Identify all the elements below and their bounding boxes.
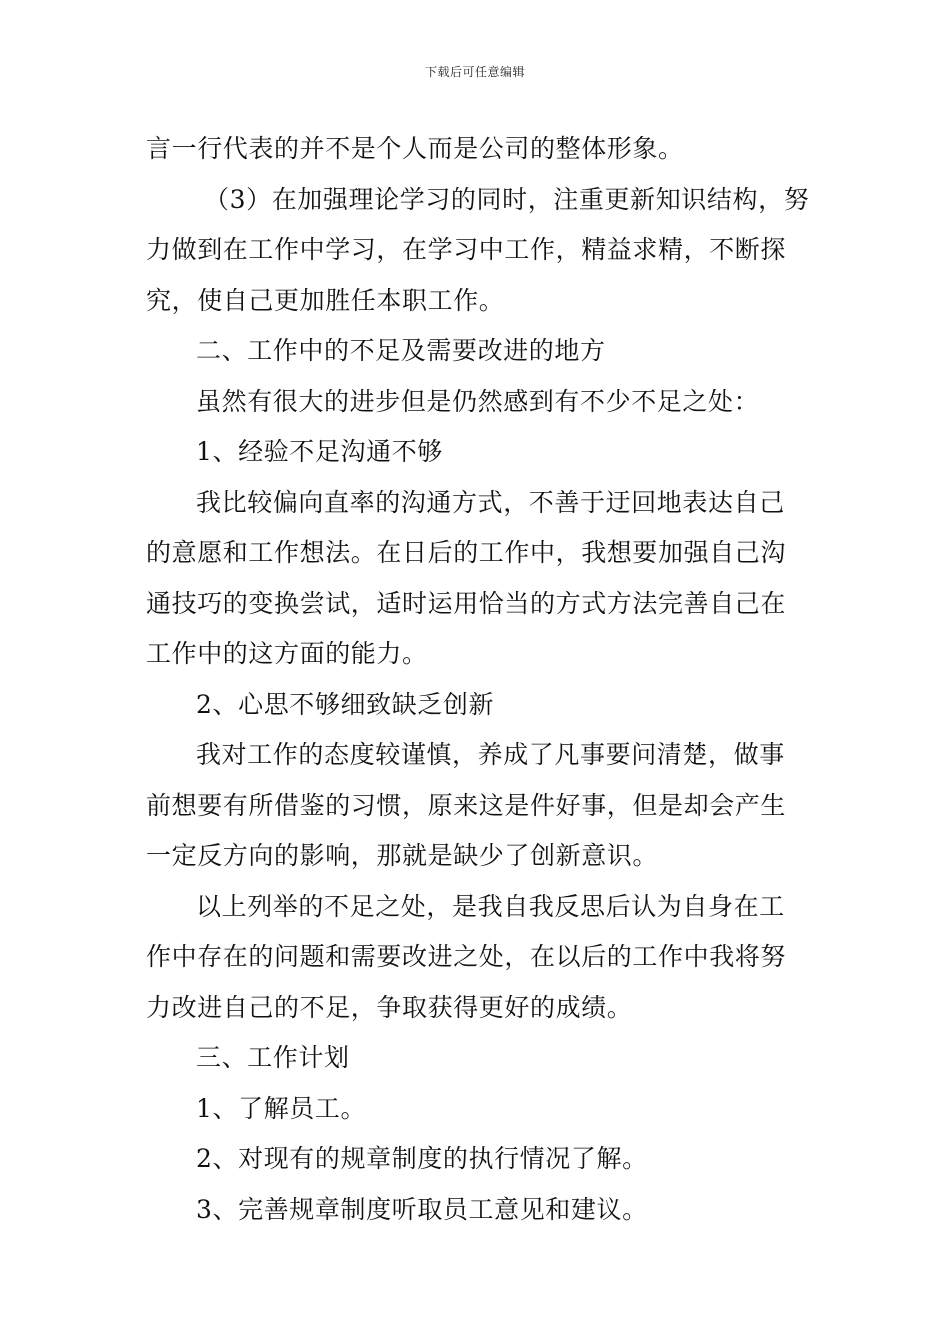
list-item: 1、了解员工。 (196, 1093, 367, 1123)
paragraph-line: 通技巧的变换尝试，适时运用恰当的方式方法完善自己在 (146, 588, 787, 618)
subsection-heading: 1、经验不足沟通不够 (196, 437, 443, 466)
page-header: 下载后可任意编辑 (424, 65, 525, 79)
paragraph-line: 究，使自己更加胜任本职工作。 (146, 285, 505, 315)
subsection-heading: 2、心思不够细致缺乏创新 (196, 689, 495, 719)
paragraph-line: 力做到在工作中学习，在学习中工作，精益求精，不断探 (146, 235, 787, 264)
section-heading: 二、工作中的不足及需要改进的地方 (196, 336, 606, 365)
paragraph-line: 我比较偏向直率的沟通方式，不善于迂回地表达自己 (196, 487, 785, 517)
paragraph-line: 虽然有很大的进步但是仍然感到有不少不足之处： (196, 386, 760, 416)
paragraph-line: 的意愿和工作想法。在日后的工作中，我想要加强自己沟 (146, 538, 787, 567)
paragraph-line: 一定反方向的影响，那就是缺少了创新意识。 (146, 841, 659, 870)
paragraph-line: （3）在加强理论学习的同时，注重更新知识结构，努 (204, 184, 810, 214)
paragraph-line: 以上列举的不足之处，是我自我反思后认为自身在工 (196, 891, 785, 921)
section-heading: 三、工作计划 (196, 1043, 350, 1072)
paragraph-line: 作中存在的问题和需要改进之处，在以后的工作中我将努 (146, 942, 787, 971)
document-body (146, 124, 810, 1235)
paragraph-line: 前想要有所借鉴的习惯，原来这是件好事，但是却会产生 (146, 790, 787, 820)
paragraph-line: 工作中的这方面的能力。 (146, 639, 428, 668)
paragraph-line: 我对工作的态度较谨慎，养成了凡事要问清楚，做事 (196, 740, 785, 769)
list-item: 3、完善规章制度听取员工意见和建议。 (196, 1194, 648, 1224)
paragraph-line: 力改进自己的不足，争取获得更好的成绩。 (146, 992, 633, 1022)
paragraph-line: 言一行代表的并不是个人而是公司的整体形象。 (146, 134, 684, 163)
list-item: 2、对现有的规章制度的执行情况了解。 (196, 1144, 648, 1173)
